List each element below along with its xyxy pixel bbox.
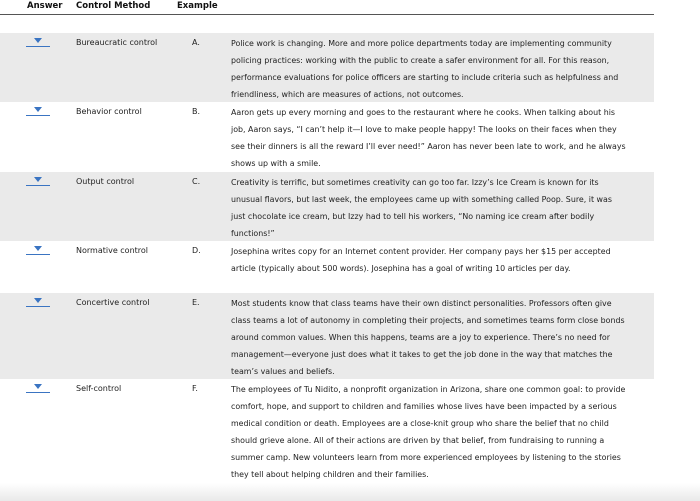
example-letter: B. — [192, 107, 201, 116]
table-row — [0, 293, 654, 379]
answer-dropdown[interactable] — [26, 383, 50, 393]
control-method-label: Concertive control — [76, 298, 150, 307]
answer-dropdown[interactable] — [26, 176, 50, 186]
control-method-label: Self-control — [76, 384, 122, 393]
table-row — [0, 33, 654, 102]
example-text: Most students know that class teams have their own distinct personalities. Professors often give class teams a lot of autonomy in completing their projects, and sometimes teams form close bonds around common values. When this happens, teams are a joy to experience. There’s no need for management—everyone just does what it takes to get the job done in the way that matches the team’s values and beliefs. — [231, 299, 625, 376]
example-column-header: Example — [177, 1, 218, 11]
chevron-down-icon — [34, 38, 42, 43]
control-method-label: Bureaucratic control — [76, 38, 158, 47]
answer-column-header: Answer — [27, 1, 63, 11]
example-text: Josephina writes copy for an Internet content provider. Her company pays her $15 per accepted article (typically about 500 words). Josephina has a goal of writing 10 articles per day. — [231, 247, 611, 273]
control-method-label: Normative control — [76, 246, 149, 255]
chevron-down-icon — [34, 384, 42, 389]
example-text: Police work is changing. More and more police departments today are implementing community policing practices: working with the public to create a safer environment for all. For this reason, performance evaluations for police officers are starting to include criteria such as helpfulness and friendliness, which are measures of actions, not outcomes. — [231, 39, 619, 99]
control-method-column-header: Control Method — [76, 1, 151, 11]
example-letter: A. — [192, 38, 200, 47]
example-text: Creativity is terrific, but sometimes creativity can go too far. Izzy’s Ice Cream is known for its unusual flavors, but last week, the employees came up with something called Poop. Sure, it was just chocolate ice cream, but Izzy had to tell his workers, “No naming ice cream after bodily functions!” — [231, 178, 612, 238]
table-row — [0, 102, 654, 172]
table-row — [0, 172, 654, 241]
bottom-fade — [0, 483, 700, 501]
chevron-down-icon — [34, 107, 42, 112]
example-letter: F. — [192, 384, 198, 393]
table-header — [0, 0, 654, 15]
table-row — [0, 241, 654, 293]
example-letter: D. — [192, 246, 201, 255]
example-text: Aaron gets up every morning and goes to the restaurant where he cooks. When talking about his job, Aaron says, “I can’t help it—I love to make people happy! The looks on their faces when they see their dinners is all the reward I’ll ever need!” Aaron has never been late to work, and he always shows up with a smile. — [231, 108, 626, 168]
answer-dropdown[interactable] — [26, 106, 50, 116]
answer-dropdown[interactable] — [26, 245, 50, 255]
example-letter: C. — [192, 177, 201, 186]
chevron-down-icon — [34, 177, 42, 182]
answer-dropdown[interactable] — [26, 37, 50, 47]
control-method-label: Behavior control — [76, 107, 142, 116]
example-letter: E. — [192, 298, 200, 307]
chevron-down-icon — [34, 246, 42, 251]
answer-dropdown[interactable] — [26, 297, 50, 307]
control-method-label: Output control — [76, 177, 135, 186]
chevron-down-icon — [34, 298, 42, 303]
example-text: The employees of Tu Nidito, a nonprofit organization in Arizona, share one common goal: to provide comfort, hope, and support to children and families whose lives have been impacted by a serious medical condition or death. Employees are a close-knit group who share the belief that no child should grieve alone. All of their actions are driven by that belief, from fundraising to running a summer camp. New volunteers learn from more experienced employees by listening to the stories they tell about helping children and their families. — [231, 385, 626, 479]
